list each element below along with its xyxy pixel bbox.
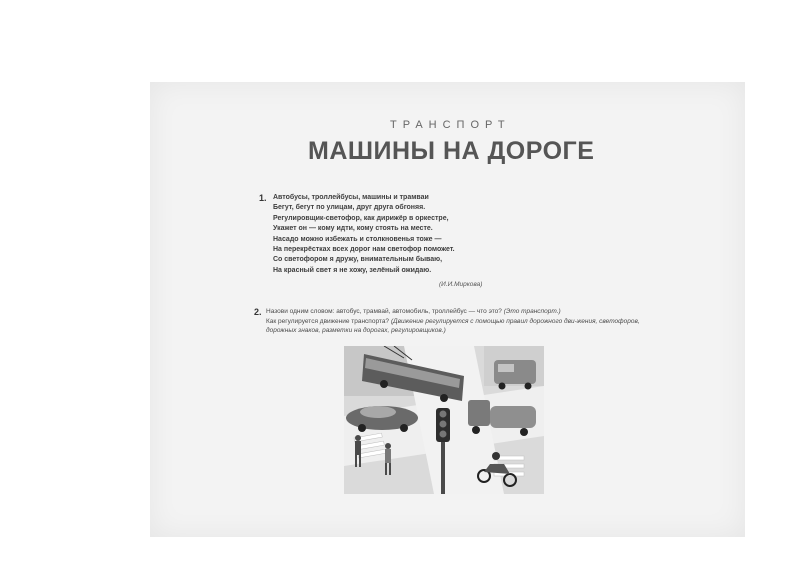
page-title: МАШИНЫ НА ДОРОГЕ — [308, 137, 595, 165]
exercise-2-number: 2. — [254, 307, 262, 317]
poem-line: Автобусы, троллейбусы, машины и трамваи — [273, 194, 429, 201]
poem-line: Насадо можно избежать и столкновенья тоже — — [273, 235, 442, 243]
question-1: Назови одним словом: автобус, трамвай, автомобиль, троллейбус — что это? — [266, 308, 502, 315]
poem-line: Регулировщик-светофор, как дирижёр в оркестре, — [273, 214, 449, 222]
poem-line: Бегут, бегут по улицам, друг друга обгоняя. — [273, 204, 426, 212]
poem-line: Со светофором я дружу, внимательным бываю, — [273, 256, 443, 264]
exercise-1-number: 1. — [259, 193, 267, 203]
answer-2: (Движение регулируется с помощью правил дорожного дви-жения, светофоров, дорожных знаков, разметки на дорогах, регулировщиков.) — [266, 317, 640, 335]
poem-author: (И.И.Миркова) — [439, 281, 483, 288]
poem — [273, 193, 523, 276]
poem-line: Укажет он — кому идти, кому стоять на месте. — [273, 225, 433, 233]
answer-1: (Это транспорт.) — [503, 308, 561, 315]
poem-line: На красный свет я не хожу, зелёный ожидаю. — [273, 266, 432, 274]
section-label: ТРАНСПОРТ — [390, 119, 511, 131]
exercise-2-text — [266, 307, 646, 336]
street-intersection-illustration — [344, 346, 544, 494]
poem-line: На перекрёстках всех дорог нам светофор поможет. — [273, 246, 455, 254]
question-2: Как регулируется движение транспорта? — [266, 317, 390, 325]
